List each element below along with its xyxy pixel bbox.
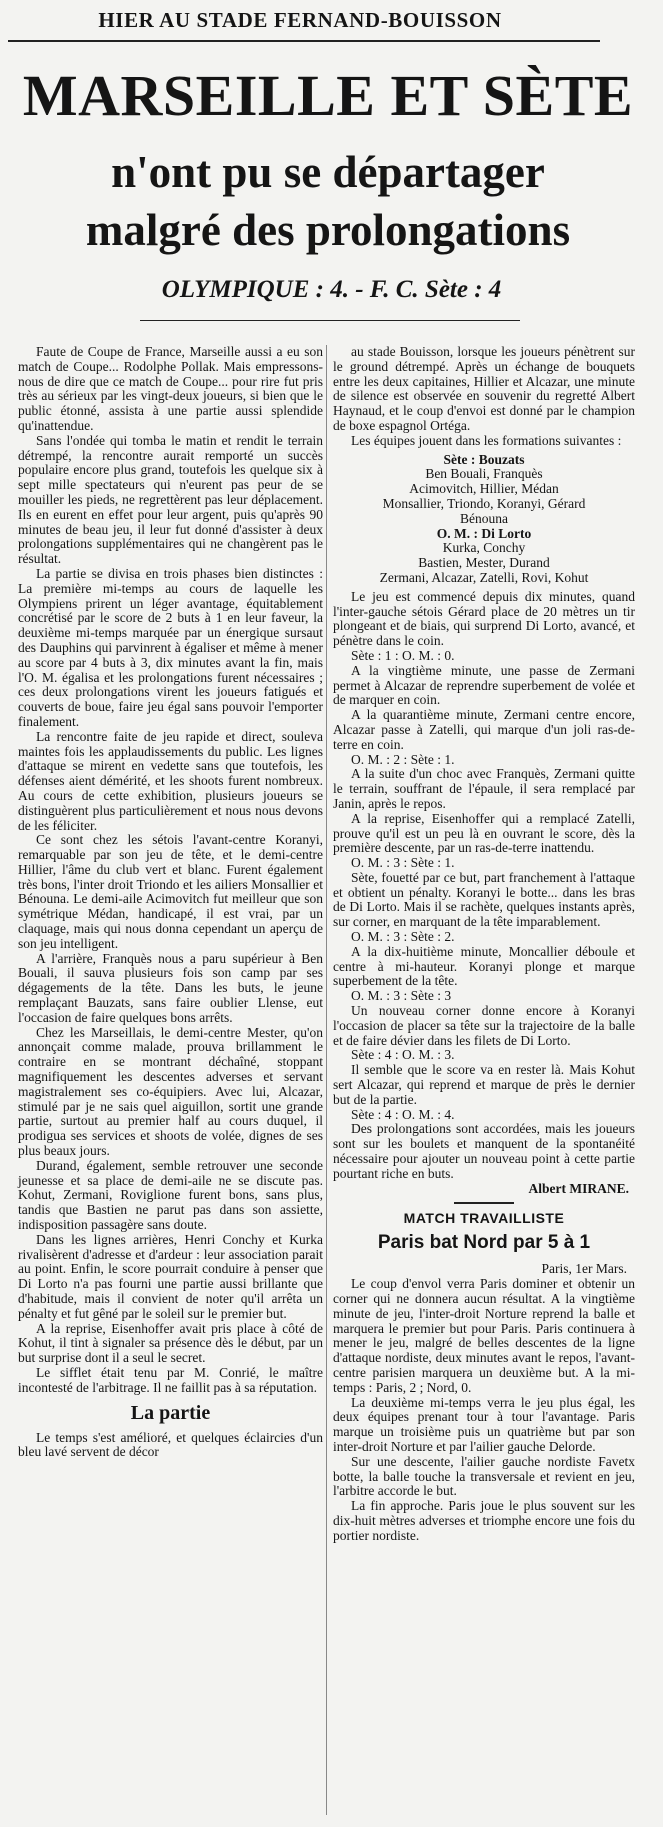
right-column (333, 345, 635, 1544)
paragraph: Le jeu est commencé depuis dix minutes, quand l'inter-gauche sétois Gérard place de 20 mètres un tir plongeant et de biais, qui surprend Di Lorto, avancé, et pénètre dans le coin. (333, 588, 635, 649)
paragraph: Sans l'ondée qui tomba le matin et rendit le terrain détrempé, la rencontre aurait remporté un succès populaire encore plus grand, toutefois les quelque six à sept mille spectateurs qui n'eurent pas peur de se mouiller les pieds, ne regrettèrent pas leur déplacement. Ils en eurent en effet pour leur argent, puis qu'après 90 minutes de beau jeu, il leur fut donné d'assister à deux prolongations supplémentaires qui ne changèrent pas le résultat. (18, 432, 323, 567)
lineup-sete (333, 453, 635, 586)
lineup-line: Ben Bouali, Franquès (425, 466, 543, 482)
score-update: O. M. : 3 : Sète : 3 (351, 988, 452, 1004)
score-update: O. M. : 2 : Sète : 1. (351, 751, 455, 767)
paragraph: A la vingtième minute, une passe de Zermani permet à Alcazar de reprendre superbement de volée et de marquer en coin. (333, 662, 635, 708)
paragraph: A la reprise, Eisenhoffer avait pris place à côté de Kohut, il tint à signaler sa présence dès le début, par un but surprise dont il a seul le secret. (18, 1320, 323, 1366)
paragraph: A la suite d'un choc avec Franquès, Zermani quitte le terrain, souffrant de l'épaule, il sera remplacé par Janin, après le repos. (333, 766, 635, 811)
lineup-line: Kurka, Conchy (442, 540, 526, 556)
paragraph: Sète, fouetté par ce but, part franchement à l'attaque et obtient un pénalty. Koranyi le botte... dans les bras de Di Lorto. Mais il se rachète, quelques instants après, sur corner, en marquant de la tête imparablement. (333, 869, 635, 930)
paragraph: Chez les Marseillais, le demi-centre Mester, qu'on annonçait comme malade, prouva brillamment le contraire en se montrant déchaîné, stoppant magnifiquement les descentes adverses et servant magistralement ses co-équipiers. Avec lui, Alcazar, stimulé par je ne sais quel aiguillon, sortit une grande partie, surtout au premier half au cours duquel, il prodigua ses services et shoots de volée, dignes de ses plus beaux jours. (18, 1024, 323, 1159)
paragraph: Sur une descente, l'ailier gauche nordiste Favetx botte, la balle touche la transversale et revient en jeu, l'arbitre accorde le but. (333, 1453, 635, 1499)
lineup-line: Acimovitch, Hillier, Médan (409, 481, 559, 497)
paragraph: A la quarantième minute, Zermani centre encore, Alcazar passe à Zatelli, qui marque d'un joli ras-de-terre en coin. (333, 707, 635, 752)
headline-line1: MARSEILLE ET SÈTE (22, 63, 634, 128)
dateline: Paris, 1er Mars. (541, 1261, 627, 1277)
kicker: HIER AU STADE FERNAND-BOUISSON (98, 8, 502, 32)
paragraph: Le coup d'envol verra Paris dominer et obtenir un corner qui ne donnera aucun résultat. A la vingtième minute de jeu, l'inter-droit Norture reprend la balle et marquera le premier but pour Paris. Paris continuera à mener le jeu, malgré de belles descentes de la ligne d'attaque nordiste, deux minutes avant le repos, l'avant-centre parisien marquera un deuxième but. A la mi-temps : Paris, 2 ; Nord, 0. (333, 1276, 635, 1395)
left-column (18, 345, 323, 1460)
paragraph: Les équipes jouent dans les formations suivantes : (351, 432, 622, 448)
paragraph: Il semble que le score va en rester là. Mais Kohut sert Alcazar, qui reprend et marque de près le dernier but de la partie. (333, 1062, 635, 1107)
score-update: Sète : 4 : O. M. : 3. (351, 1047, 455, 1063)
lineup-line: Bastien, Mester, Durand (418, 555, 550, 571)
paragraph: La fin approche. Paris joue le plus souvent sur les dix-huit mètres adverses et triomphe encore une fois du portier nordiste. (333, 1498, 635, 1543)
paragraph: Dans les lignes arrières, Henri Conchy et Kurka rivalisèrent d'adresse et d'ardeur : leur association parait au point. Enfin, le score pourrait conduire à penser que Di Lorto n'a pas fourni une partie aussi brillante que d'habitude, mais il convient de noter qu'il arrêta un pénalty et fut gêné par le soleil sur le premier but. (18, 1231, 323, 1321)
paragraph: La rencontre faite de jeu rapide et direct, souleva maintes fois les applaudissements du public. Les lignes d'attaque se mirent en vedette sans que toutefois, les défenses aient démérité, et les shoots furent nombreux. Au cours de cette exhibition, plusieurs joueurs se distinguèrent plus particulièrement et nous nous devons de les féliciter. (18, 728, 323, 833)
column-divider (326, 345, 327, 1815)
headline-line3: malgré des prolongations (85, 205, 571, 255)
signature: Albert MIRANE. (528, 1180, 629, 1196)
separator-rule (454, 1202, 514, 1204)
score-update: O. M. : 3 : Sète : 2. (351, 929, 455, 945)
paragraph: La deuxième mi-temps verra le jeu plus égal, les deux équipes prenant tour à tour l'avantage. Paris marque un troisième puis un quatrième but par son inter-droit Norture et par l'ailier gauche Delorde. (333, 1394, 635, 1454)
paragraph: Un nouveau corner donne encore à Koranyi l'occasion de placer sa tête sur la trajectoire de la balle et de faire dévier dans les filets de Di Lorto. (333, 1003, 635, 1048)
match2-headline: Paris bat Nord par 5 à 1 (377, 1232, 591, 1254)
paragraph: Faute de Coupe de France, Marseille aussi a eu son match de Coupe... Rodolphe Pollak. Mais empressons-nous de dire que ce match de Coupe... pour rire fut pris très au sérieux par les vingt-deux joueurs, si bien que le public étonné, assista à une partie aussi splendide qu'inattendue. (18, 344, 323, 433)
paragraph: A la dix-huitième minute, Moncallier déboule et centre à mi-hauteur. Koranyi plonge et marque superbement de la tête. (333, 943, 635, 989)
paragraph: au stade Bouisson, lorsque les joueurs pénètrent sur le ground détrempé. Après un échange de bouquets entre les deux capitaines, Hillier et Alcazar, une minute de silence est observée en souvenir du regretté Albert Haynaud, et le coup d'envoi est donné par le champion de boxe espagnol Ortéga. (333, 344, 635, 433)
lineup-line: Sète : Bouzats (443, 451, 525, 467)
paragraph: Des prolongations sont accordées, mais les joueurs sont sur les boulets et manquent de la spontanéité nécessaire pour ajouter un nouveau point à cette partie pourtant riche en buts. (333, 1121, 635, 1181)
score-update: Sète : 1 : O. M. : 0. (351, 647, 455, 663)
headline-line2: n'ont pu se départager (111, 147, 545, 197)
lineup-line: O. M. : Di Lorto (436, 525, 532, 541)
lineup-line: Zermani, Alcazar, Zatelli, Rovi, Kohut (379, 569, 589, 585)
score-line: OLYMPIQUE : 4. - F. C. Sète : 4 (161, 276, 502, 303)
lineup-line: Bénouna (460, 510, 508, 526)
paragraph: La partie se divisa en trois phases bien distinctes : La première mi-temps au cours de laquelle les Olympiens prirent un léger avantage, équitablement concrétisé par le score de 2 buts à 1 en leur faveur, la deuxième mi-temps marquée par un énergique sursaut des Dauphins qui parvinrent à égaliser et même à mener au score par 4 buts à 3, dix minutes avant la fin, mais l'O. M. égalisa et les prolongations furent nécessaires ; ces deux prolongations virent les joueurs fatigués et couverts de boue, faire jeu égal sans pouvoir l'emporter finalement. (18, 565, 323, 729)
match2-kicker: MATCH TRAVAILLISTE (403, 1210, 565, 1227)
paragraph: Ce sont chez les sétois l'avant-centre Koranyi, remarquable par son jeu de tête, et le demi-centre Hillier, l'âme du club vert et blanc. Furent également très bons, l'inter droit Triondo et les ailiers Monsallier et Bénouna. Le demi-aile Acimovitch fut meilleur que son symétrique Médan, handicapé, il est vrai, par un claquage, mais qui nous donna cependant un aperçu de son jeu intelligent. (18, 832, 323, 951)
score-rule (140, 320, 520, 321)
paragraph: A l'arrière, Franquès nous a paru supérieur à Ben Bouali, il sauva plusieurs fois son camp par ses dégagements de la tête. Dans les buts, le jeune remplaçant Bauzats, sans faire oublier Llense, eut l'occasion de faire quelques bons arrêts. (18, 950, 323, 1025)
paragraph: Le sifflet était tenu par M. Conrié, le maître incontesté de l'arbitrage. Il ne faillit pas à sa réputation. (18, 1364, 323, 1395)
la-partie-heading: La partie (130, 1401, 211, 1424)
lineup-line: Monsallier, Triondo, Koranyi, Gérard (382, 495, 586, 511)
paragraph: Durand, également, semble retrouver une seconde jeunesse et sa place de demi-aile ne se discute pas. Kohut, Zermani, Roviglione furent bons, sans plus, tandis que Bastien ne parut pas dans son assiette, indisposition passagère sans doute. (18, 1157, 323, 1233)
score-update: Sète : 4 : O. M. : 4. (351, 1106, 455, 1122)
paragraph: A la reprise, Eisenhoffer qui a remplacé Zatelli, prouve qu'il est un peu là en ouvrant le score, dès la première descente, par un ras-de-terre inattendu. (333, 810, 635, 856)
kicker-rule (8, 40, 600, 42)
paragraph: Le temps s'est amélioré, et quelques éclaircies d'un bleu lavé servent de décor (18, 1429, 323, 1460)
score-update: O. M. : 3 : Sète : 1. (351, 855, 455, 871)
